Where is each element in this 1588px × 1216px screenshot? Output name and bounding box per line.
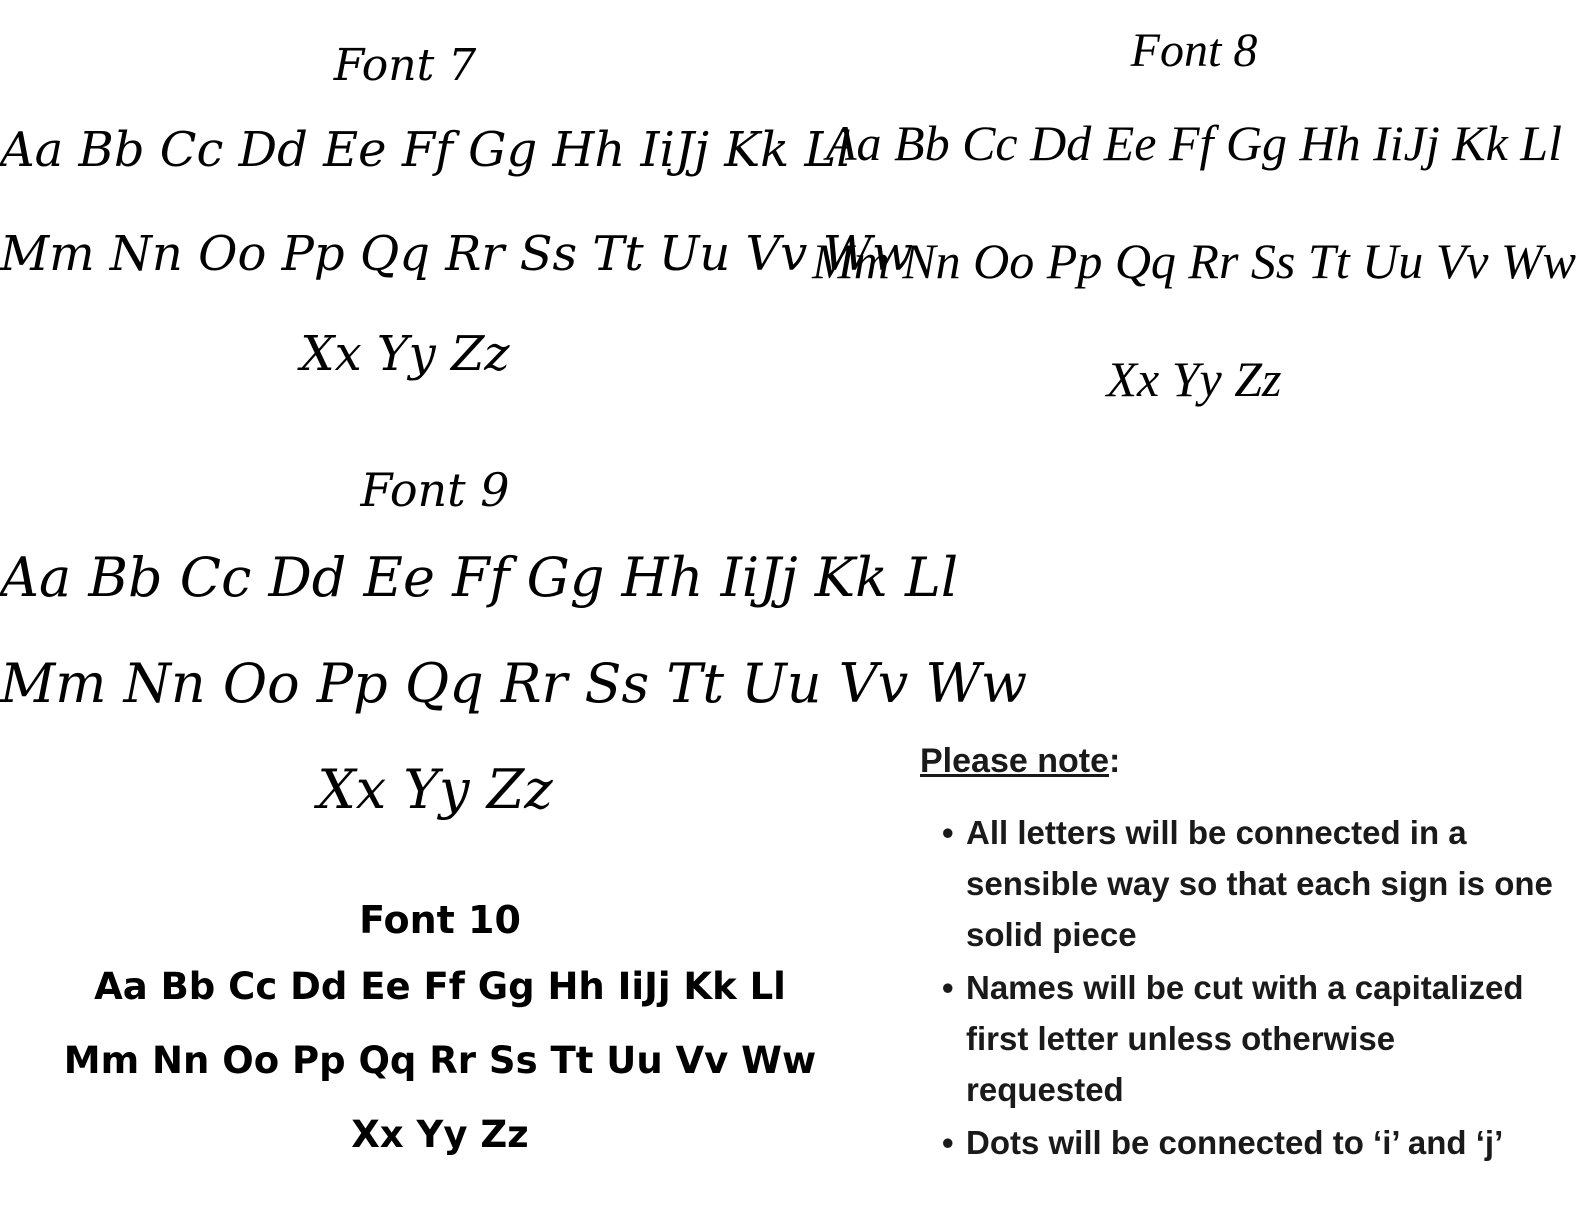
font-9-row-2: Mm Nn Oo Pp Qq Rr Ss Tt Uu Vv Ww <box>0 652 1028 715</box>
font-10-sample <box>0 890 880 1172</box>
please-note-heading: Please note <box>920 742 1109 780</box>
note-item <box>920 962 1560 1115</box>
font-10-row-2: Mm Nn Oo Pp Qq Rr Ss Tt Uu Vv Ww <box>63 1039 817 1082</box>
font-10-row-1: Aa Bb Cc Dd Ee Ff Gg Hh IiJj Kk Ll <box>94 965 786 1008</box>
bullet-icon: • <box>942 969 954 1006</box>
font-8-sample <box>800 18 1588 438</box>
font-8-row-2: Mm Nn Oo Pp Qq Rr Ss Tt Uu Vv Ww <box>812 233 1576 289</box>
please-note-colon: : <box>1108 742 1121 780</box>
bullet-icon: • <box>942 1124 954 1161</box>
font-8-title: Font 8 <box>1130 24 1258 77</box>
please-note-heading-wrap <box>920 733 1560 789</box>
font-7-row-2: Mm Nn Oo Pp Qq Rr Ss Tt Uu Vv Ww <box>0 226 913 282</box>
note-item <box>920 807 1560 960</box>
font-7-sample <box>0 36 913 404</box>
font-8-row-3: Xx Yy Zz <box>1106 351 1282 407</box>
note-item <box>920 1117 1560 1168</box>
note-item-text: Names will be cut with a capitalized first letter unless otherwise requested <box>966 969 1524 1108</box>
font-8-row-1: Aa Bb Cc Dd Ee Ff Gg Hh IiJj Kk Ll <box>826 115 1562 171</box>
note-list <box>920 807 1560 1168</box>
font-7-row-1: Aa Bb Cc Dd Ee Ff Gg Hh IiJj Kk Ll <box>0 122 852 178</box>
font-10-row-3: Xx Yy Zz <box>351 1113 529 1156</box>
note-item-text: All letters will be connected in a sensible way so that each sign is one solid piece <box>966 814 1553 953</box>
font-9-row-3: Xx Yy Zz <box>317 758 553 821</box>
bullet-icon: • <box>942 814 954 851</box>
font-10-title: Font 10 <box>359 898 521 942</box>
font-9-row-1: Aa Bb Cc Dd Ee Ff Gg Hh IiJj Kk Ll <box>0 546 959 609</box>
font-9-title: Font 9 <box>360 463 510 517</box>
font-7-row-3: Xx Yy Zz <box>300 326 510 382</box>
note-item-text: Dots will be connected to ‘i’ and ‘j’ <box>966 1124 1504 1161</box>
font-7-title: Font 7 <box>333 40 477 91</box>
please-note-section <box>920 733 1560 1170</box>
